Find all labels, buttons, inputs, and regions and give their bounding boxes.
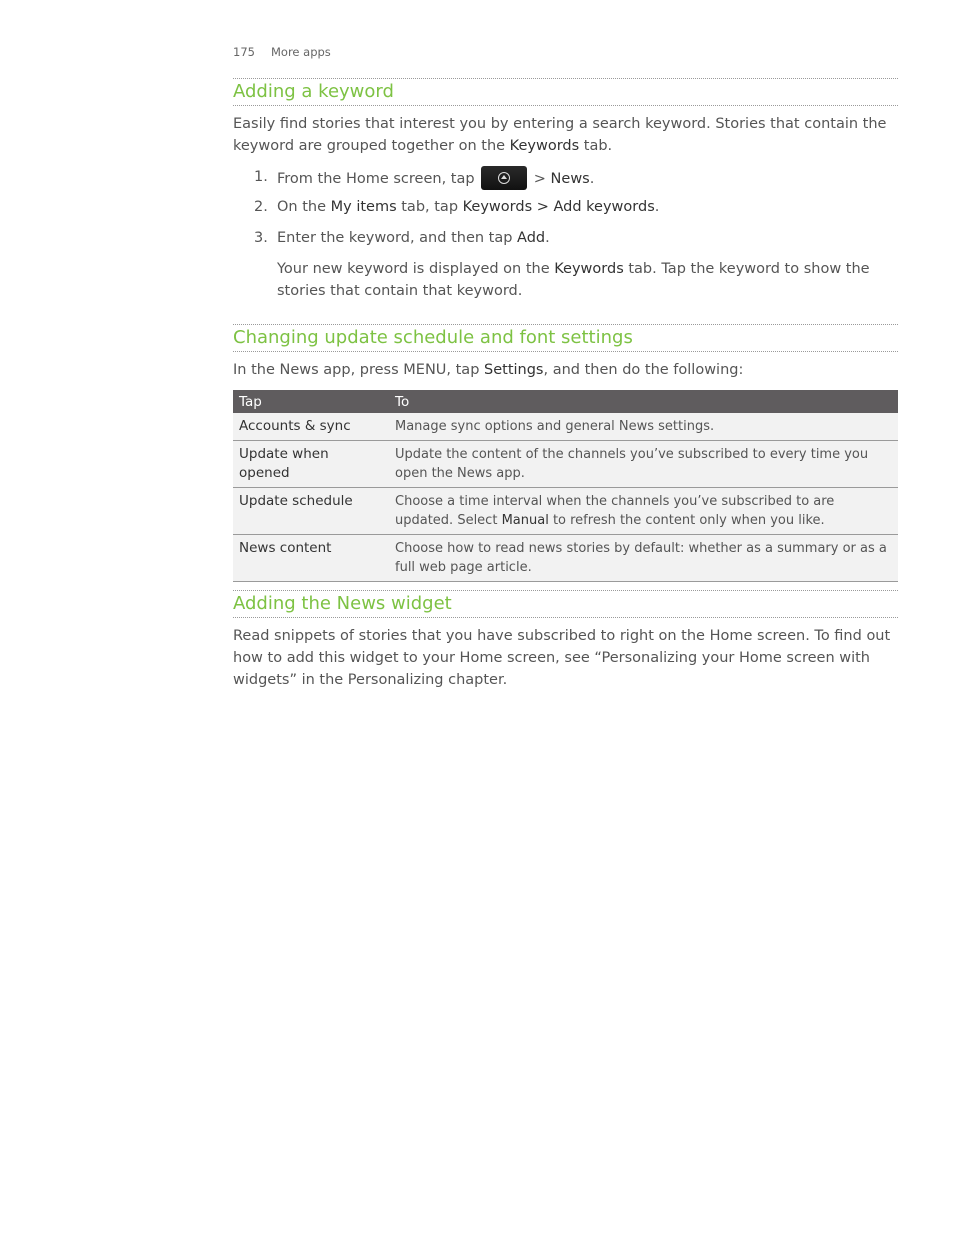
cell-text: Choose how to read news stories by default: whether as a summary or as a full web page article.	[395, 541, 887, 575]
step-number: 3.	[254, 230, 268, 246]
table-row	[233, 535, 898, 582]
table-cell-tap: News content	[233, 535, 389, 582]
table-cell-to	[389, 535, 898, 582]
step-text: From the Home screen, tap	[277, 171, 475, 187]
keywords-term: Keywords	[509, 138, 580, 154]
intro-text-end: tab.	[579, 138, 613, 154]
step-item	[233, 196, 898, 227]
add-term: Add	[517, 230, 546, 246]
intro-text: In the News app, press MENU, tap	[233, 362, 485, 378]
divider	[233, 617, 898, 618]
my-items-term: My items	[330, 199, 397, 215]
table-row	[233, 441, 898, 488]
table-row	[233, 488, 898, 535]
step-number: 2.	[254, 199, 268, 215]
table-cell-to	[389, 488, 898, 535]
step-item	[233, 166, 898, 196]
table-cell-to	[389, 441, 898, 488]
step-text: On the	[277, 199, 331, 215]
section-adding-keyword	[233, 78, 898, 302]
page-number: 175	[233, 45, 255, 59]
settings-term: Settings	[484, 362, 544, 378]
intro-paragraph	[233, 359, 898, 381]
intro-text: Easily find stories that interest you by entering a search keyword. Stories that contain the keyword are grouped together on the	[233, 116, 887, 154]
section-title: Changing update schedule and font settings	[233, 327, 633, 348]
cell-text-end: to refresh the content only when you like.	[548, 513, 825, 528]
step-text: Enter the keyword, and then tap	[277, 230, 518, 246]
column-header-to: To	[389, 390, 898, 413]
manual-term: Manual	[501, 513, 549, 528]
section-update-schedule	[233, 324, 898, 582]
steps-list	[233, 166, 898, 258]
section-news-widget	[233, 590, 898, 691]
step-text: .	[589, 171, 595, 187]
column-header-tap: Tap	[233, 390, 389, 413]
table-cell-tap: Update schedule	[233, 488, 389, 535]
home-button-icon	[481, 166, 527, 190]
step-text: >	[529, 171, 551, 187]
section-title: Adding the News widget	[233, 593, 452, 614]
intro-paragraph	[233, 113, 898, 157]
note-text-end: tab. Tap the keyword to show the stories that contain that keyword.	[277, 261, 870, 299]
keywords-term: Keywords	[554, 261, 624, 277]
cell-text: Manage sync options and general News settings.	[395, 419, 715, 434]
section-title: Adding a keyword	[233, 81, 394, 102]
page-header	[233, 45, 331, 59]
intro-text-end: , and then do the following:	[543, 362, 744, 378]
body-paragraph: Read snippets of stories that you have subscribed to right on the Home screen. To find out how to add this widget to your Home screen, see “Personalizing your Home screen with widgets” in the Personalizing chapter.	[233, 628, 891, 688]
step-note	[233, 258, 898, 302]
step-number: 1.	[254, 169, 268, 185]
table-cell-tap: Update when opened	[233, 441, 389, 488]
divider	[233, 351, 898, 352]
divider	[233, 105, 898, 106]
add-keywords-term: Keywords > Add keywords	[462, 199, 655, 215]
table-header-row	[233, 390, 898, 413]
table-cell-to	[389, 413, 898, 441]
cell-text: Choose a time interval when the channels you’ve subscribed to are updated. Select	[395, 494, 835, 528]
table-row	[233, 413, 898, 441]
news-term: News	[550, 171, 590, 187]
note-text: Your new keyword is displayed on the	[277, 261, 555, 277]
header-section: More apps	[271, 45, 331, 59]
step-text: tab, tap	[396, 199, 463, 215]
settings-table	[233, 390, 898, 582]
step-item	[233, 227, 898, 258]
step-text: .	[654, 199, 660, 215]
table-cell-tap: Accounts & sync	[233, 413, 389, 441]
cell-text: Update the content of the channels you’ve subscribed to every time you open the News app.	[395, 447, 869, 481]
step-text: .	[545, 230, 550, 246]
